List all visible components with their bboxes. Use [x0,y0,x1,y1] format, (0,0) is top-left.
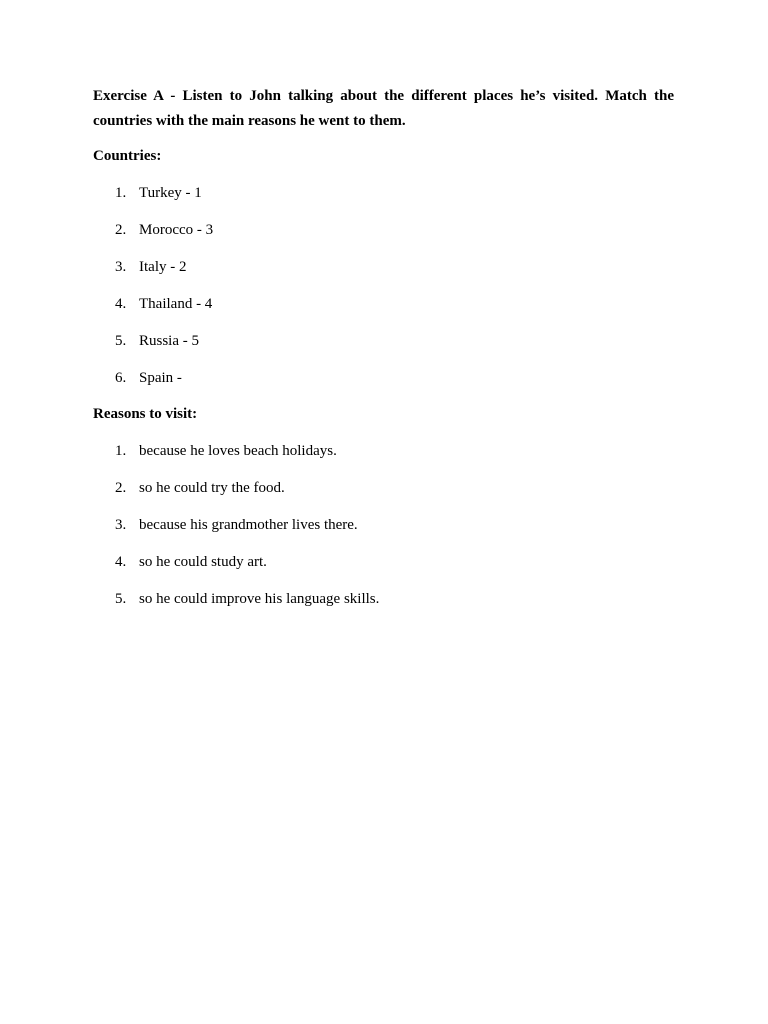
document-page [93,84,674,609]
country-item [93,220,674,240]
country-item [93,368,674,388]
country-item [93,331,674,351]
list-number: 4. [115,296,127,312]
countries-list [93,183,674,388]
country-item [93,294,674,314]
country-item [93,183,674,203]
list-number: 2. [115,222,127,238]
country-text: Spain - [139,370,182,386]
reasons-heading: Reasons to visit: [93,406,198,422]
country-text: Thailand - 4 [139,296,213,312]
list-number: 5. [115,591,127,607]
country-text: Italy - 2 [139,259,187,275]
list-number: 3. [115,517,127,533]
countries-heading: Countries: [93,148,162,164]
reason-item [93,478,674,498]
reason-text: so he could study art. [139,554,267,570]
reason-item [93,441,674,461]
reason-item [93,515,674,535]
list-number: 5. [115,333,127,349]
reasons-list [93,441,674,609]
reason-text: so he could try the food. [139,480,285,496]
list-number: 3. [115,259,127,275]
country-text: Morocco - 3 [139,222,214,238]
reason-text: because he loves beach holidays. [139,443,337,459]
list-number: 2. [115,480,127,496]
reason-item [93,552,674,572]
list-number: 4. [115,554,127,570]
list-number: 1. [115,443,127,459]
exercise-instruction: Exercise A - Listen to John talking about the different places he’s visited. Match the countries with the main reasons he went to them. [93,88,674,129]
list-number: 6. [115,370,127,386]
reason-item [93,589,674,609]
reason-text: so he could improve his language skills. [139,591,380,607]
list-number: 1. [115,185,127,201]
country-text: Russia - 5 [139,333,199,349]
country-text: Turkey - 1 [139,185,202,201]
reason-text: because his grandmother lives there. [139,517,358,533]
country-item [93,257,674,277]
